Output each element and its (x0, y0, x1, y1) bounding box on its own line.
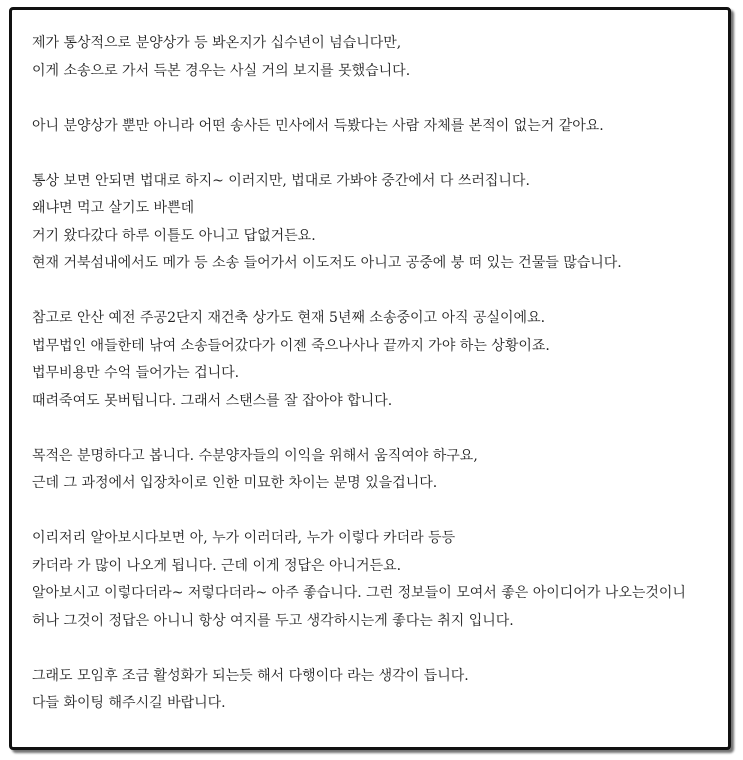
paragraph (32, 30, 720, 85)
paragraph (32, 305, 720, 415)
paragraph-spacer (32, 498, 720, 526)
post-container (9, 7, 731, 750)
paragraph-spacer (32, 140, 720, 168)
text-line: 왜냐면 먹고 살기도 바쁜데 (32, 200, 195, 216)
text-line: 그래도 모임후 조금 활성화가 되는듯 해서 다행이다 라는 생각이 듭니다. (32, 667, 469, 684)
paragraph-spacer (32, 278, 720, 306)
text-line: 허나 그것이 정답은 아니니 항상 여지를 두고 생각하시는게 좋다는 취지 입니다. (32, 612, 514, 629)
paragraph-spacer (32, 635, 720, 663)
text-line: 참고로 안산 예전 주공2단지 재건축 상가도 현재 5년째 소송중이고 아직 공실이에요. (32, 310, 546, 326)
text-line: 카더라 가 많이 나오게 됩니다. 근데 이게 정답은 아니거든요. (32, 557, 402, 574)
paragraph (32, 443, 720, 498)
text-line: 거기 왔다갔다 하루 이틀도 아니고 답없거든요. (32, 227, 316, 244)
post-body (32, 30, 720, 718)
text-line: 법무법인 애들한테 낚여 소송들어갔다가 이젠 죽으나사나 끝까지 가야 하는 상황이죠. (32, 337, 550, 354)
text-line: 근데 그 과정에서 입장차이로 인한 미묘한 차이는 분명 있을겁니다. (32, 475, 438, 491)
text-line: 아니 분양상가 뿐만 아니라 어떤 송사든 민사에서 득봤다는 사람 자체를 본적이 없는거 같아요. (32, 117, 604, 134)
text-line: 알아보시고 이렇다더라~ 저렇다더라~ 아주 좋습니다. 그런 정보들이 모여서 좋은 아이디어가 나오는것이니 (32, 585, 686, 601)
paragraph (32, 525, 720, 635)
paragraph (32, 168, 720, 278)
text-line: 때려죽여도 못버팁니다. 그래서 스탠스를 잘 잡아야 합니다. (32, 392, 393, 409)
text-line: 다들 화이팅 해주시길 바랍니다. (32, 695, 226, 711)
paragraph (32, 663, 720, 718)
text-line: 통상 보면 안되면 법대로 하지~ 이러지만, 법대로 가봐야 중간에서 다 쓰러집니다. (32, 172, 530, 189)
text-line: 목적은 분명하다고 봅니다. 수분양자들의 이익을 위해서 움직여야 하구요, (32, 447, 478, 464)
text-line: 제가 통상적으로 분양상가 등 봐온지가 십수년이 넘습니다만, (32, 35, 402, 51)
text-line: 이리저리 알아보시다보면 아, 누가 이러더라, 누가 이렇다 카더라 등등 (32, 530, 456, 546)
text-line: 현재 거북섬내에서도 메가 등 소송 들어가서 이도저도 아니고 공중에 붕 떠 있는 건물들 많습니다. (32, 255, 622, 271)
text-line: 이게 소송으로 가서 득본 경우는 사실 거의 보지를 못했습니다. (32, 62, 411, 79)
paragraph-spacer (32, 85, 720, 113)
paragraph (32, 113, 720, 141)
text-line: 법무비용만 수억 들어가는 겁니다. (32, 365, 240, 381)
paragraph-spacer (32, 415, 720, 443)
